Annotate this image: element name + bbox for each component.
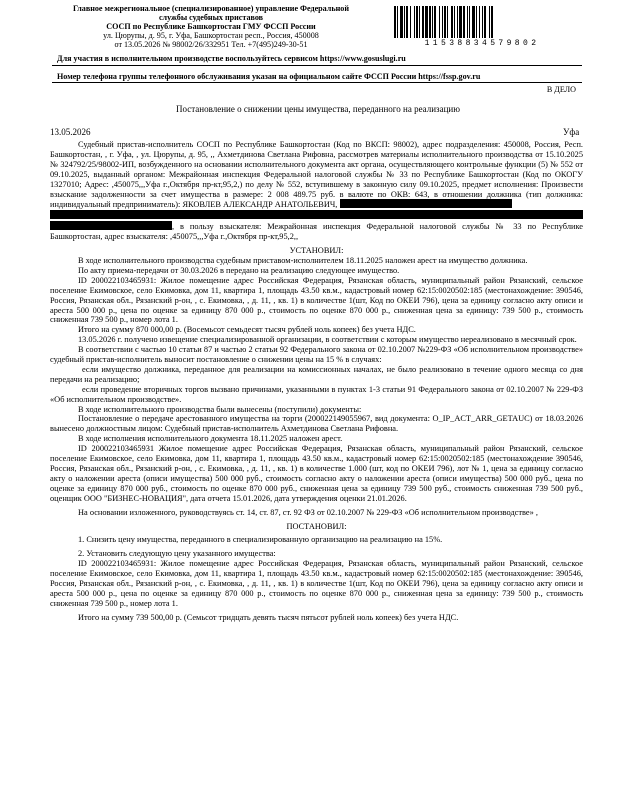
document-date: 13.05.2026 [50,127,91,137]
agency-name-line3: СОСП по Республике Башкортостан ГМУ ФССП России [106,22,316,32]
phone-notice: Номер телефона группы телефонного обслуживания указан на официальном сайте ФССП России https://fssp.gov.ru [57,72,481,81]
paragraph: если имущество должника, переданное для реализации на комиссионных началах, не было реализовано в течение одного месяца со дня передачи на реализацию; [50,364,583,384]
agency-header [42,4,380,49]
redaction-block [50,210,583,219]
paragraph: если проведение вторичных торгов вызвано причинами, указанными в пунктах 1-3 статьи 91 Федерального закона от 02.10.2007 № 229-ФЗ «Об исполнительном производстве». [50,384,583,404]
resolution-item: 2. Установить следующую цену указанного имущества: [78,549,276,559]
paragraph: По акту приема-передачи от 30.03.2026 в передано на реализацию следующее имущество. [78,265,400,275]
document-number-phone: от 13.05.2026 № 98002/26/332951 Тел. +7(495)249-30-51 [114,40,308,50]
section-heading-ustanovil: УСТАНОВИЛ: [289,246,344,256]
gosuslugi-notice: Для участия в исполнительном производстве воспользуйтесь сервисом https://www.gosuslugi.ru [57,54,406,63]
property-item: ID 200022103465931: Жилое помещение адрес Российская Федерация, Рязанская область, муниципальный район Рязанский, сельское поселение Екимовское, село Екимовка, дом 11, квартира 1, площадь 43.50 кв.м., кадастровый номер 62:15:0020502:185 (местонахождение: 390546, Россия, Рязанская обл., Рязанский р-он, , с. Екимовка, , д. 11, , кв. 1) в количестве 1(шт, Код по ОКЕИ 796), цена за единицу согласно акту описи и ареста 500 000 р., цена по оценке за единицу 870 000 р., стоимость по оценке 870 000 р., сниженная цена за единицу: 739 500 р., стоимость сниженная 739 500 р., номер лота 1. [50,275,583,325]
paragraph: В ходе исполнительного производства судебным приставом-исполнителем 18.11.2025 наложен арест на имущество должника. [78,255,528,265]
paragraph: В соответствии с частью 10 статьи 87 и частью 2 статьи 92 Федерального закона от 02.10.2007 №229-ФЗ «Об исполнительном производстве» судебный пристав-исполнитель выносит постановление о снижении цены на 15 % в случаях: [50,345,583,365]
debtor-name: ЯКОВЛЕВ АЛЕКСАНДР АНАТОЛЬЕВИЧ, [182,200,338,210]
redaction-block [50,221,172,230]
agency-name-line1: Главное межрегиональное (специализированное) управление Федеральной [73,4,349,13]
total-amount: Итого на сумму 870 000,00 р. (Восемьсот семьдесят тысяч рублей ноль копеек) без учета НДС. [78,325,416,335]
paragraph: В ходе исполнения исполнительного документа 18.11.2025 наложен арест. [78,434,343,444]
resolution-item: 1. Снизить цену имущества, переданного в специализированную организацию на реализацию на 15%. [78,535,443,545]
intro-paragraph: Судебный пристав-исполнитель СОСП по Республике Башкортостан (Код по ВКСП: 98002), адрес подразделения: 450008, Россия, Респ. Башкортостан, , г. Уфа, , ул. Цюрупы, д. 95, ,, Ахметдинова Светлана Рифовна, рассмотрев материалы исполнительного производства от 15.10.2025 № 324792/25/98002-ИП, возбужденного на основании исполнительного документа акт органа, осуществляющего контрольные функции (5) № 552 от 09.10.2025, выданный органом: Межрайонная инспекция Федеральной налоговой службы № 33 по Республике Башкортостан (Код по ОКОГУ 1327010; Адрес: ,450075,,,Уфа г.,Октября пр-кт,95,2,) по делу № 552, вступившему в законную силу 09.10.2025, предмет исполнения: Произвести взыскание задолженности за счет имущества в размере: 2 008 489.75 руб. в валюте по ОКВ: 643, в отношении должника (тип должника: индивидуальный предприниматель): [50,140,583,210]
property-item: ID 200022103465931: Жилое помещение адрес Российская Федерация, Рязанская область, муниципальный район Рязанский, сельское поселение Екимовское, село Екимовка, дом 11, квартира 1, площадь 43.50 кв.м., кадастровый номер 62:15:0020502:185 (местонахождение: 390546, Россия, Рязанская обл., Рязанский р-он, , с. Екимовка, , д. 11, , кв. 1) в количестве 1(шт, Код по ОКЕИ 796), цена за единицу согласно акту описи и ареста 500 000 р., цена по оценке за единицу 870 000 р., стоимость по оценке 870 000 р., сниженная цена за единицу: 739 500 р., стоимость сниженная 739 500 р., номер лота 1. [50,559,583,608]
document-title: Постановление о снижении цены имущества, переданного на реализацию [176,104,460,114]
property-item: ID 200022103465931 Жилое помещение адрес Российская Федерация, Рязанская область, муниципальный район Рязанский, сельское поселение Екимовское, село Екимовка, дом 11, квартира 1, площадь 43.50 кв.м., кадастровый номер 62:15:0020502:185 (местонахождение 390546, Россия, Рязанская обл., Рязанский р-он, , с. Екимовка, , д. 11, , кв. 1) в количестве 1.000 (шт, код по ОКЕИ 796), лот № 1, цена за единицу согласно акту о наложении ареста (описи имущества) 500 000 руб., стоимость согласно акту о наложении ареста (описи имущества) 500 000 руб., цена по оценке за единицу 870 000 руб., стоимость по оценке 870 000 руб., сниженная цена за единицу 739 500 руб., стоимость сниженная 739 500 руб., оценщик ООО "БИЗНЕС-НОВАЦИЯ", дата отчета 15.01.2026, дата утверждения оценки 21.01.2026. [50,444,583,503]
paragraph: 13.05.2026 г. получено извещение специализированной организации, в соответствии с которым имущество нереализовано в месячный срок. [78,335,577,345]
creditor-paragraph: , в пользу взыскателя: Межрайонная инспекция Федеральной налоговой службы № 33 по Республике Башкортостан, адрес взыскателя: ,450075,,,Уфа г.,Октября пр-кт,95,2,, [50,222,583,242]
paragraph: Постановление о передаче арестованного имущества на торги (200022149055967, вид документа: O_IP_ACT_ARR_GETAUC) от 18.03.2026 вынесено должностным лицом: Судебный пристав-исполнитель Ахметдинова Светлана Рифовна. [50,414,583,434]
barcode-image [394,6,568,38]
paragraph: В ходе исполнительного производства были вынесены (поступили) документы: [78,404,362,414]
barcode-bar [493,6,494,38]
agency-name-line2: службы судебных приставов [158,13,264,23]
total-amount: Итого на сумму 739 500,00 р. (Семьсот тридцать девять тысяч пятьсот рублей ноль копеек) без учета НДС. [78,612,459,622]
v-delo-mark: В ДЕЛО [546,85,576,94]
header-divider [52,65,582,66]
redaction-block [340,199,512,208]
document-city: Уфа [563,127,580,137]
header-divider [52,82,582,83]
section-heading-postanovil: ПОСТАНОВИЛ: [286,521,347,531]
paragraph: На основании изложенного, руководствуясь ст. 14, ст. 87, ст. 92 ФЗ от 02.10.2007 № 229-ФЗ «Об исполнительном производстве» , [78,507,538,517]
barcode-number: 11538834579802 [424,39,540,48]
document-body [50,140,583,623]
agency-address: ул. Цюрупы, д. 95, г. Уфа, Башкортостан респ., Россия, 450008 [103,31,319,41]
